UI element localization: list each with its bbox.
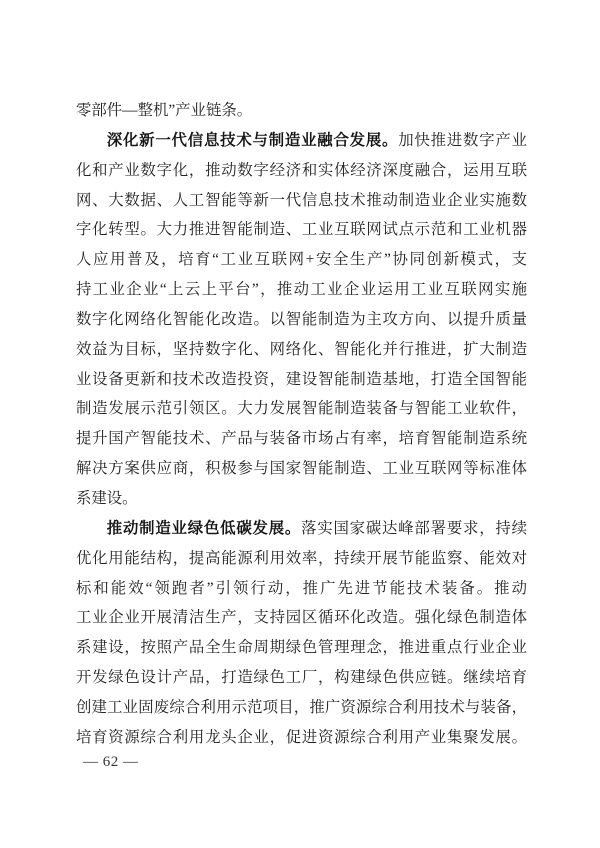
text-run: 创建工业固废综合利用示范项目，推广资源综合利用技术与装备， — [76, 698, 527, 716]
text-line — [76, 514, 527, 544]
text-run: 人应用普及，培育“工业互联网+安全生产”协同创新模式，支 — [76, 251, 527, 269]
text-run: 系建设。 — [76, 489, 138, 507]
text-line — [76, 96, 527, 126]
text-run: 制造发展示范引领区。大力发展智能制造装备与智能工业软件， — [76, 400, 527, 418]
text-run: 网、大数据、人工智能等新一代信息技术推动制造业企业实施数 — [76, 191, 527, 209]
text-line — [76, 186, 527, 216]
text-run: 工业企业开展清洁生产，支持园区循环化改造。强化绿色制造体 — [76, 609, 527, 627]
text-line — [76, 245, 527, 275]
text-line — [76, 693, 527, 723]
text-line — [76, 424, 527, 454]
text-line — [76, 603, 527, 633]
text-line — [76, 633, 527, 663]
text-line — [76, 544, 527, 574]
bold-run: 深化新一代信息技术与制造业融合发展。 — [106, 131, 399, 149]
text-run: 字化转型。大力推进智能制造、工业互联网试点示范和工业机器 — [76, 221, 527, 239]
page-footer — [83, 752, 139, 772]
bold-run: 推动制造业绿色低碳发展。 — [106, 519, 302, 537]
text-line — [76, 484, 527, 514]
text-line — [76, 365, 527, 395]
text-line — [76, 126, 527, 156]
text-line — [76, 723, 527, 753]
text-block — [76, 96, 527, 753]
text-run: 培育资源综合利用龙头企业，促进资源综合利用产业集聚发展。 — [76, 728, 527, 746]
text-run: 业设备更新和技术改造投资，建设智能制造基地，打造全国智能 — [76, 370, 527, 388]
text-line — [76, 215, 527, 245]
text-run: 效益为目标，坚持数字化、网络化、智能化并行推进，扩大制造 — [76, 340, 527, 358]
text-line — [76, 394, 527, 424]
text-run: 提升国产智能技术、产品与装备市场占有率，培育智能制造系统 — [76, 430, 527, 448]
text-run: 加快推进数字产业 — [398, 131, 527, 149]
text-run: 零部件—整机”产业链条。 — [76, 102, 253, 119]
text-run: 开发绿色设计产品，打造绿色工厂，构建绿色供应链。继续培育 — [76, 669, 527, 687]
text-run: 标和能效“领跑者”引领行动，推广先进节能技术装备。推动 — [76, 579, 527, 597]
text-run: 优化用能结构，提高能源利用效率，持续开展节能监察、能效对 — [76, 549, 527, 567]
page-number: — 62 — — [83, 754, 139, 770]
text-run: 解决方案供应商，积极参与国家智能制造、工业互联网等标准体 — [76, 460, 527, 478]
text-run: 化和产业数字化，推动数字经济和实体经济深度融合，运用互联 — [76, 161, 527, 179]
text-run: 持工业企业“上云上平台”，推动工业企业运用工业互联网实施 — [76, 281, 527, 299]
text-line — [76, 454, 527, 484]
text-run: 系建设，按照产品全生命周期绿色管理理念，推进重点行业企业 — [76, 639, 527, 657]
text-line — [76, 663, 527, 693]
text-line — [76, 305, 527, 335]
text-run: 落实国家碳达峰部署要求，持续 — [301, 519, 527, 537]
text-line — [76, 156, 527, 186]
text-run: 数字化网络化智能化改造。以智能制造为主攻方向、以提升质量 — [76, 310, 527, 328]
text-line — [76, 574, 527, 604]
text-line — [76, 335, 527, 365]
text-line — [76, 275, 527, 305]
